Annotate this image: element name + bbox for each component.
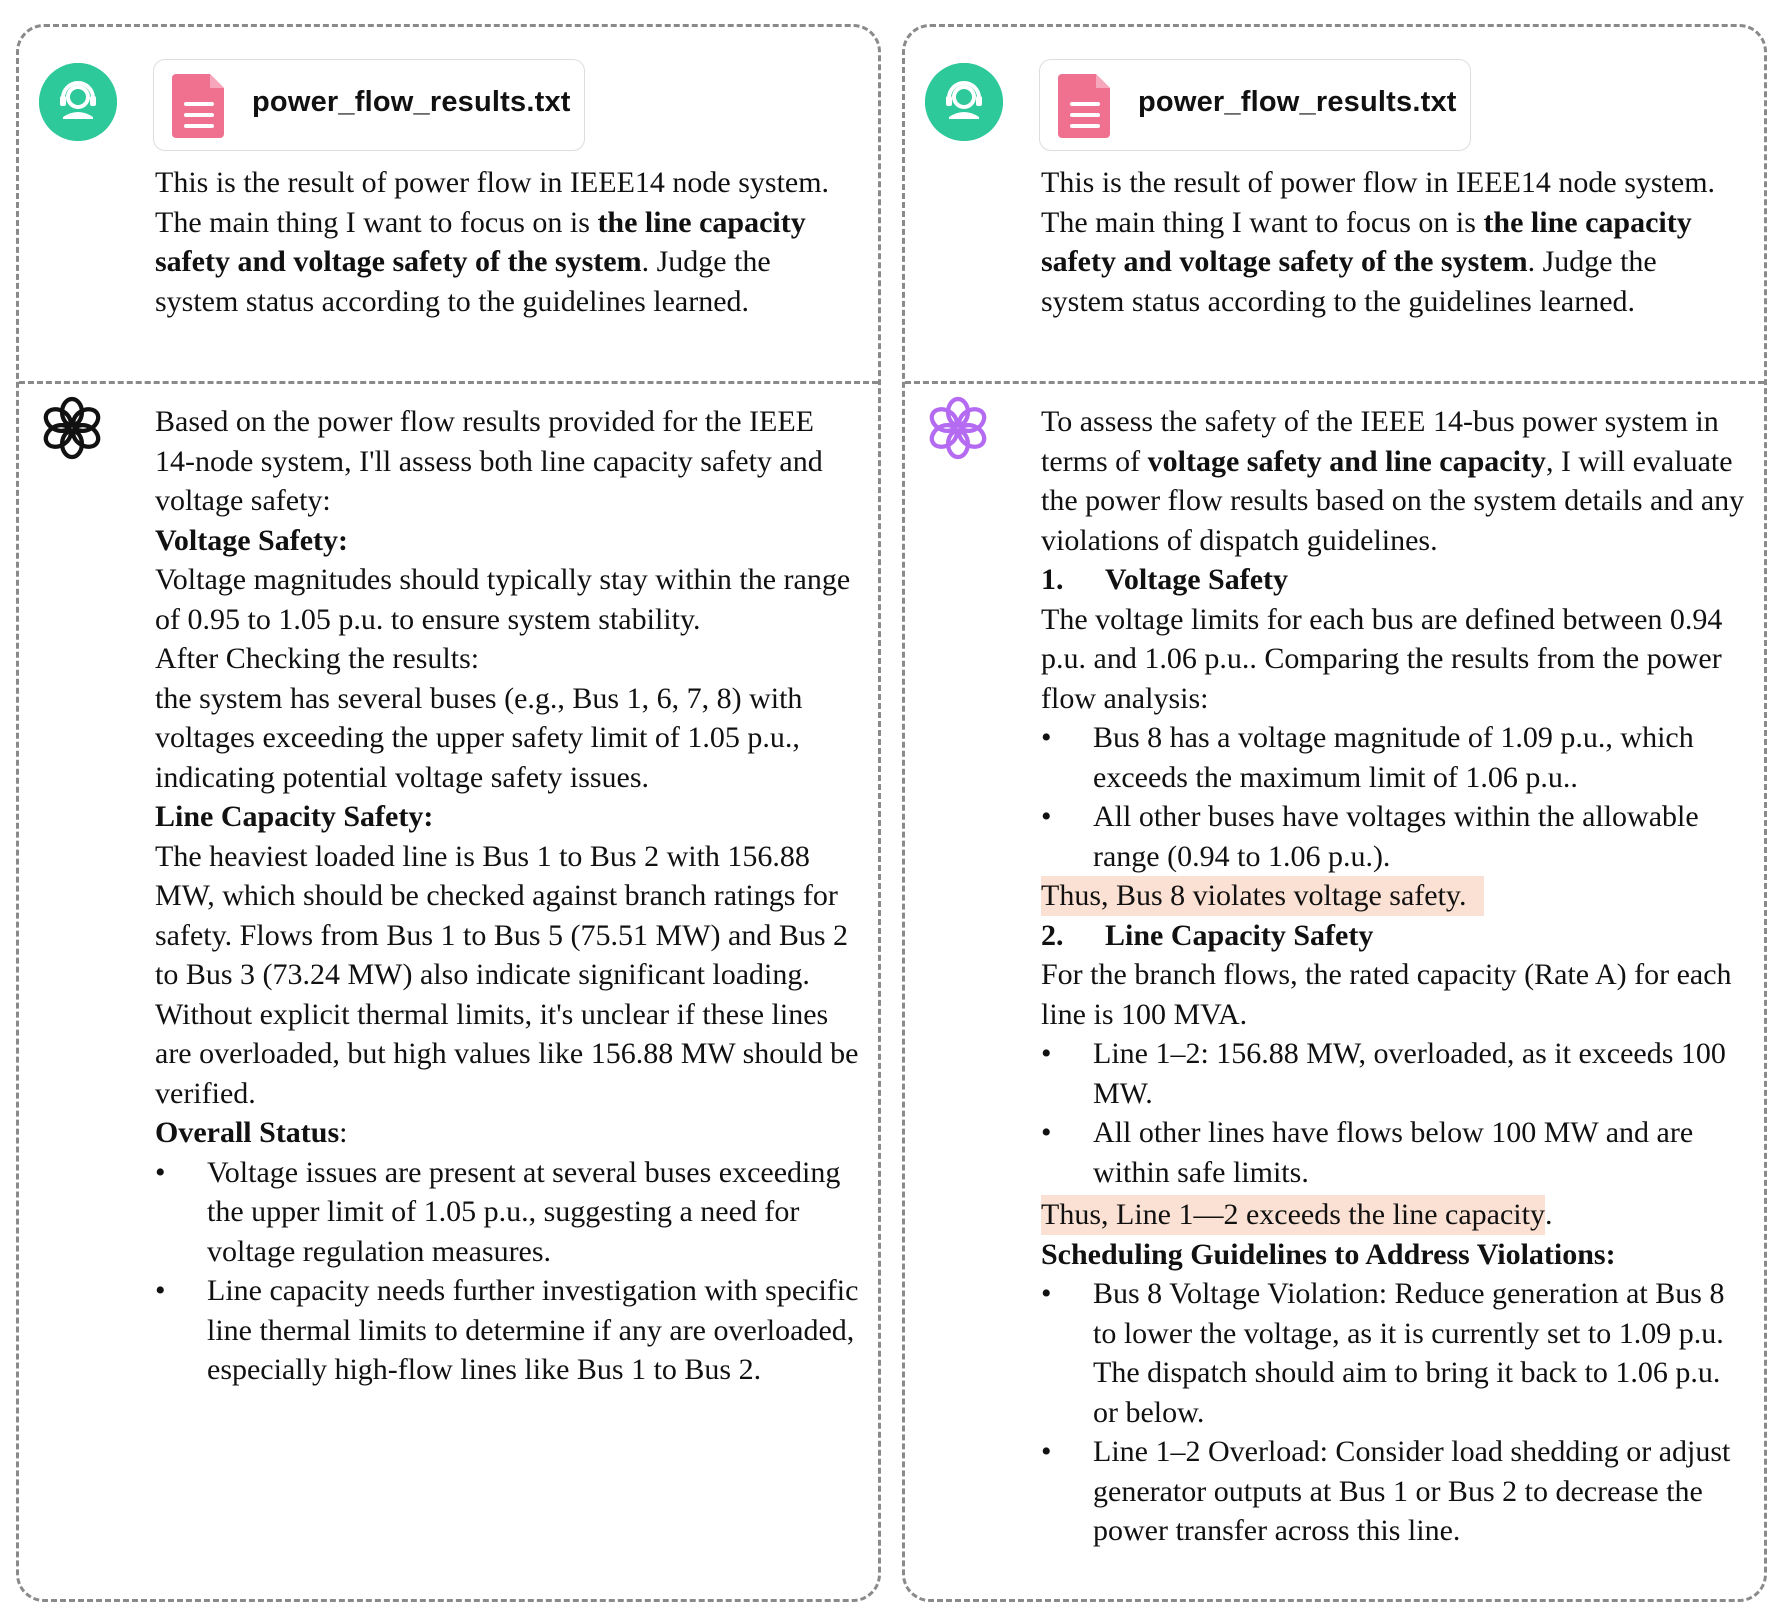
section-heading: Overall Status: [155, 1116, 340, 1149]
file-attachment[interactable]: [153, 59, 585, 151]
section-heading: 1. Voltage Safety: [1041, 563, 1289, 596]
openai-logo-icon: [39, 395, 105, 461]
section-heading: Scheduling Guidelines to Address Violations:: [1041, 1237, 1616, 1271]
section-heading: Line Capacity Safety:: [155, 800, 434, 833]
right-conversation-panel: [902, 24, 1767, 1602]
user-headset-icon: [39, 63, 117, 141]
assistant-response: Based on the power flow results provided for the IEEE 14-node system, I'll assess both line capacity safety and voltage safety: Voltage Safety: Voltage magnitudes should typically stay within the range of 0.95 to 1.05 p.u. to ensure system stability. After Checking the results: the system has several buses (e.g., Bus 1, 6, 7, 8) with voltages exceeding the upper safety limit of 1.05 p.u., indicating potential voltage safety issues. Line Capacity Safety: The heaviest loaded line is Bus 1 to Bus 2 with 156.88 MW, which should be checked against branch ratings for safety. Flows from Bus 1 to Bus 5 (75.51 MW) and Bus 2 to Bus 3 (73.24 MW) also indicate significant loading. Without explicit thermal limits, it's unclear if these lines are overloaded, but high values like 156.88 MW should be verified. Overall Status: • Voltage issues are present at several buses exceeding the upper limit of 1.05 p.u., suggesting a need for voltage regulation measures. • Line capacity needs further investigation with specific line thermal limits to determine if any are overloaded, especially high-flow lines like Bus 1 to Bus 2.: [155, 402, 861, 1390]
divider: [905, 381, 1764, 384]
list-item: • Bus 8 Voltage Violation: Reduce generation at Bus 8 to lower the voltage, as it is currently set to 1.09 p.u. The dispatch should aim to bring it back to 1.06 p.u. or below.: [1041, 1277, 1725, 1429]
openai-logo-icon: [925, 395, 991, 461]
list-item: • Line 1–2: 156.88 MW, overloaded, as it exceeds 100 MW.: [1041, 1037, 1726, 1110]
section-heading: Voltage Safety:: [155, 523, 349, 557]
highlighted-conclusion: Thus, Line 1—2 exceeds the line capacity: [1041, 1195, 1545, 1235]
list-item: • Voltage issues are present at several buses exceeding the upper limit of 1.05 p.u., suggesting a need for voltage regulation measures.: [155, 1155, 841, 1268]
list-item: • All other buses have voltages within the allowable range (0.94 to 1.06 p.u.).: [1041, 800, 1699, 873]
left-conversation-panel: [16, 24, 881, 1602]
file-name: power_flow_results.txt: [1138, 86, 1457, 118]
list-item: • Bus 8 has a voltage magnitude of 1.09 p.u., which exceeds the maximum limit of 1.06 p.u..: [1041, 721, 1694, 794]
document-file-icon: [1058, 70, 1114, 140]
divider: [19, 381, 878, 384]
file-attachment[interactable]: [1039, 59, 1471, 151]
section-heading: 2. Line Capacity Safety: [1041, 918, 1374, 952]
list-item: • Line capacity needs further investigation with specific line thermal limits to determine if any are overloaded, especially high-flow lines like Bus 1 to Bus 2.: [155, 1274, 859, 1386]
user-headset-icon: [925, 63, 1003, 141]
file-name: power_flow_results.txt: [252, 86, 571, 118]
list-item: • Line 1–2 Overload: Consider load shedding or adjust generator outputs at Bus 1 or Bus 2 to decrease the power transfer across this line.: [1041, 1435, 1731, 1547]
user-message: This is the result of power flow in IEEE14 node system. The main thing I want to focus on is the line capacity safety and voltage safety of the system. Judge the system status according to the guidelines learned.: [1041, 166, 1716, 318]
highlighted-conclusion: Thus, Bus 8 violates voltage safety.: [1041, 876, 1484, 916]
assistant-response: To assess the safety of the IEEE 14-bus power system in terms of voltage safety and line capacity, I will evaluate the power flow results based on the system details and any violations of dispatch guidelines. 1. Voltage Safety The voltage limits for each bus are defined between 0.94 p.u. and 1.06 p.u.. Comparing the results from the power flow analysis: • Bus 8 has a voltage magnitude of 1.09 p.u., which exceeds the maximum limit of 1.06 p.u.. • All other buses have voltages within the allowable range (0.94 to 1.06 p.u.). Thus, Bus 8 violates voltage safety. 2. Line Capacity Safety For the branch flows, the rated capacity (Rate A) for each line is 100 MVA. • Line 1–2: 156.88 MW, overloaded, as it exceeds 100 MW. • All other lines have flows below 100 MW and are within safe limits. Thus, Line 1—2 exceeds the line capacity. Scheduling Guidelines to Address Violations: • Bus 8 Voltage Violation: Reduce generation at Bus 8 to lower the voltage, as it is currently set to 1.09 p.u. The dispatch should aim to bring it back to 1.06 p.u. or below. • Line 1–2 Overload: Consider load shedding or adjust generator outputs at Bus 1 or Bus 2 to decrease the power transfer across this line.: [1041, 402, 1747, 1551]
document-file-icon: [172, 70, 228, 140]
list-item: • All other lines have flows below 100 MW and are within safe limits.: [1041, 1116, 1694, 1189]
user-message: This is the result of power flow in IEEE14 node system. The main thing I want to focus on is the line capacity safety and voltage safety of the system. Judge the system status according to the guidelines learned.: [155, 166, 830, 318]
